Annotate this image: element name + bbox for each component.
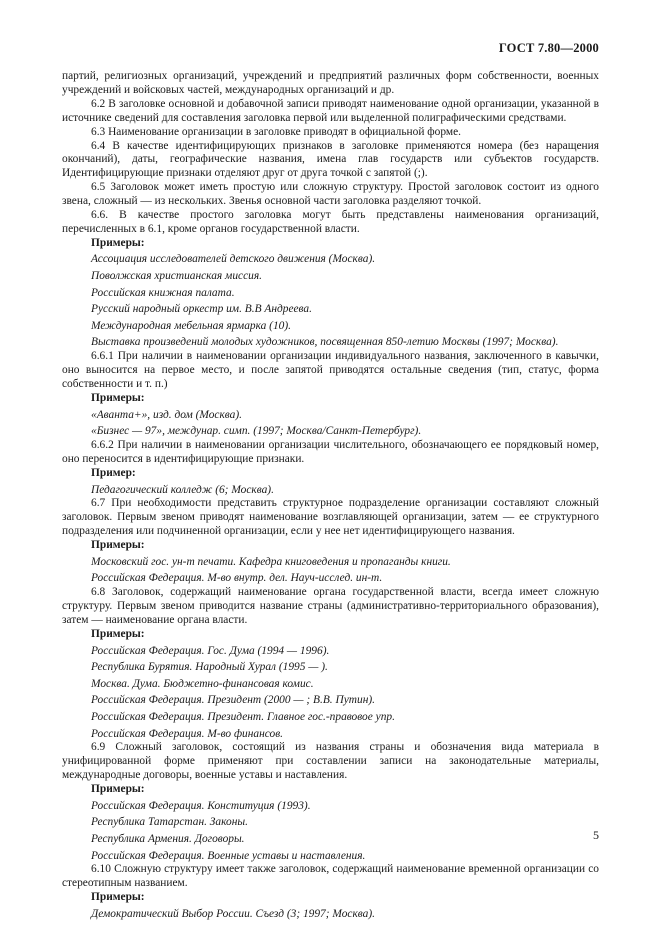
paragraph: 6.2 В заголовке основной и добавочной записи приводят наименование одной организации, указанной в источнике сведений для составления заголовка первой или выделенной полиграфическими средствами.	[62, 97, 599, 124]
example-item: Республика Татарстан. Законы.	[91, 816, 248, 829]
example-item: Российская Федерация. М-во внутр. дел. Науч-исслед. ин-т.	[91, 572, 383, 585]
example-item: Демократический Выбор России. Съезд (3; 1997; Москва).	[91, 907, 375, 920]
paragraph: 6.5 Заголовок может иметь простую или сложную структуру. Простой заголовок состоит из одного звена, сложный — из нескольких. Звенья основной части заголовка разделяют точкой.	[62, 181, 599, 208]
page-header: ГОСТ 7.80—2000	[498, 41, 599, 55]
paragraph: 6.3 Наименование организации в заголовке приводят в официальной форме.	[91, 125, 462, 138]
example-item: Российская Федерация. М-во финансов.	[91, 727, 283, 740]
example-item: Педагогический колледж (6; Москва).	[91, 483, 274, 496]
example-item: Российская Федерация. Гос. Дума (1994 — 1996).	[91, 644, 330, 657]
example-item: «Бизнес — 97», междунар. симп. (1997; Москва/Санкт-Петербург).	[91, 425, 422, 438]
paragraph: 6.6.1 При наличии в наименовании организации индивидуального названия, заключенного в кавычки, оно выносится на первое место, и после запятой приводятся остальные сведения (тип, статус, форма собственности и т. п.)	[62, 350, 599, 391]
examples-heading: Примеры:	[91, 392, 145, 405]
example-item: Российская Федерация. Конституция (1993).	[91, 799, 311, 812]
example-item: Российская Федерация. Президент (2000 — ; В.В. Путин).	[91, 694, 375, 707]
examples-heading: Примеры:	[91, 783, 145, 796]
example-item: Поволжская христианская миссия.	[91, 270, 262, 283]
paragraph: 6.8 Заголовок, содержащий наименование органа государственной власти, всегда имеет сложную структуру. Первым звеном приводится название страны (административно-территориального образования), затем — наименование органа власти.	[62, 586, 599, 627]
examples-heading: Примеры:	[91, 539, 145, 552]
example-item: Выставка произведений молодых художников, посвященная 850-летию Москвы (1997; Москва).	[91, 336, 559, 349]
paragraph: 6.6.2 При наличии в наименовании организации числительного, обозначающего ее порядковый номер, оно переносится в идентифицирующие признаки.	[62, 439, 599, 466]
examples-heading: Примеры:	[91, 891, 145, 904]
paragraph: 6.7 При необходимости представить структурное подразделение организации составляют сложный заголовок. Первым звеном приводят наименование возглавляющей организации, затем — ее структурного подразделения или подчиненной организации, если у нее нет идентифицирующего названия.	[62, 497, 599, 538]
paragraph-continuation: партий, религиозных организаций, учреждений и предприятий различных форм собственности, военных учреждений и войсковых частей, международных организаций и др.	[62, 70, 599, 96]
page-number: 5	[593, 828, 599, 842]
paragraph: 6.6. В качестве простого заголовка могут быть представлены наименования организаций, перечисленных в 6.1, кроме органов государственной власти.	[62, 209, 599, 235]
example-item: Международная мебельная ярмарка (10).	[91, 319, 292, 332]
examples-heading: Пример:	[91, 466, 136, 479]
example-item: Республика Бурятия. Народный Хурал (1995 — ).	[91, 661, 328, 674]
paragraph: 6.9 Сложный заголовок, состоящий из названия страны и обозначения вида материала в унифицированной форме применяют при составлении записи на законодательные материалы, международные договоры, военные уставы и наставления.	[62, 741, 599, 782]
paragraph: 6.10 Сложную структуру имеет также заголовок, содержащий наименование временной организации со стереотипным названием.	[62, 863, 599, 890]
example-item: Московский гос. ун-т печати. Кафедра книговедения и пропаганды книги.	[91, 555, 451, 568]
example-item: Русский народный оркестр им. В.В Андреева.	[91, 303, 312, 316]
examples-heading: Примеры:	[91, 628, 145, 640]
example-item: Российская Федерация. Военные уставы и наставления.	[91, 849, 366, 862]
example-item: «Аванта+», изд. дом (Москва).	[91, 408, 242, 421]
example-item: Республика Армения. Договоры.	[91, 832, 245, 845]
example-item: Ассоциация исследователей детского движения (Москва).	[91, 253, 376, 266]
example-item: Российская книжная палата.	[91, 286, 235, 299]
document-body	[62, 70, 599, 922]
example-item: Москва. Дума. Бюджетно-финансовая комис.	[91, 677, 314, 690]
examples-heading: Примеры:	[91, 236, 145, 249]
example-item: Российская Федерация. Президент. Главное гос.-правовое упр.	[91, 710, 395, 723]
paragraph: 6.4 В качестве идентифицирующих признаков в заголовке применяются номера (без наращения окончаний), даты, географические названия, имена глав государств или субъектов государств. Идентифицирующие признаки отделяют друг от друга точкой с запятой (;).	[62, 139, 599, 180]
